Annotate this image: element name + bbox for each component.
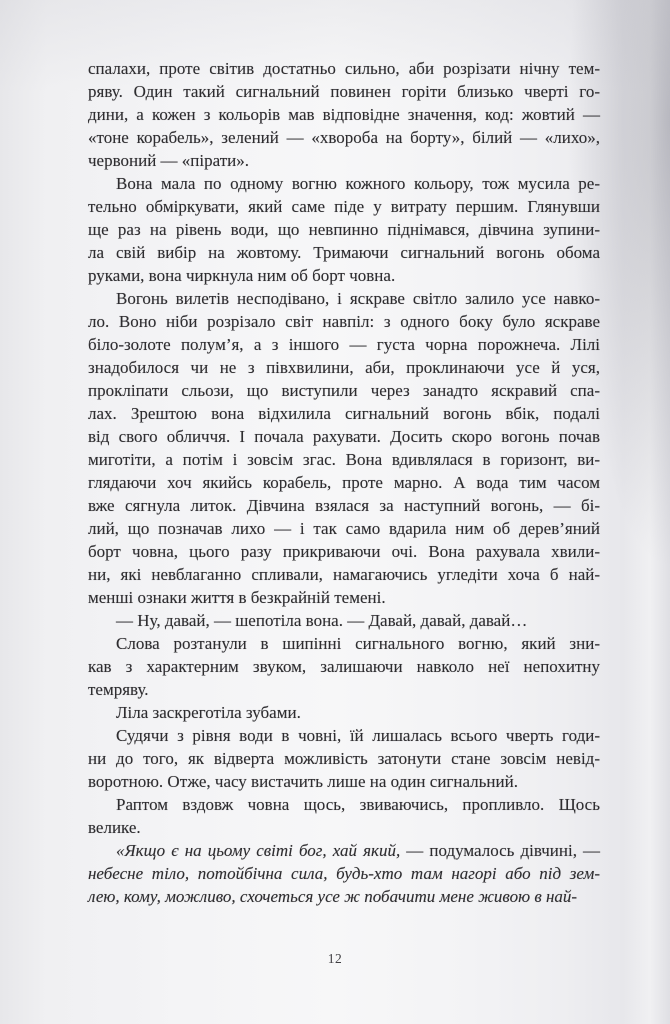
text-line: велике. (88, 818, 141, 837)
text-line: менші ознаки життя в безкрайній темені. (88, 588, 386, 607)
paragraph (88, 839, 600, 908)
paragraph (88, 724, 600, 793)
italic-text-segment: «Якщо є на цьому світі бог, хай який, (116, 841, 401, 860)
text-line: Судячи з рівня води в човні, їй лишалась всього чверть годи- (116, 726, 600, 745)
text-line: Раптом вздовж човна щось, звиваючись, пропливло. Щось (116, 795, 600, 814)
text-line: Слова розтанули в шипінні сигнального вогню, який зни- (116, 634, 600, 653)
page-number: 12 (327, 951, 343, 966)
text-line: тельно обміркувати, який саме піде у витрату першим. Глянувши (88, 197, 600, 216)
text-line (88, 885, 600, 908)
text-line: ло. Воно ніби розрізало світ навпіл: з одного боку було яскраве (88, 312, 600, 331)
text-line: Вогонь вилетів несподівано, і яскраве світло залило усе навко- (116, 289, 600, 308)
text-line: лах. Зрештою вона відхилила сигнальний вогонь вбік, подалі (88, 404, 600, 423)
paragraph (88, 609, 600, 632)
text-line (88, 839, 600, 862)
text-line: вже сягнула литок. Дівчина взялася за наступний вогонь, — бі- (88, 496, 600, 515)
italic-text-segment: лею, кому, можливо, схочеться усе ж побачити мене живою в най- (88, 887, 578, 906)
text-line: ни до того, як відверта можливість затонути стане зовсім невід- (88, 749, 600, 768)
text-line: біло-золоте полум’я, а з іншого — густа чорна порожнеча. Лілі (88, 335, 600, 354)
page-text (88, 57, 600, 908)
text-line: «тоне корабель», зелений — «хвороба на борту», білий — «лихо», (88, 128, 600, 147)
roman-text-segment: — подумалось дівчині, — (400, 841, 601, 860)
text-line: руками, вона чиркнула ним об борт човна. (88, 266, 396, 285)
paragraph (88, 632, 600, 701)
paragraph (88, 793, 600, 839)
paragraph (88, 287, 600, 609)
text-line: темряву. (88, 680, 149, 699)
text-line: прокліпати сльози, що виступили через занадто яскравий спа- (88, 381, 600, 400)
text-line: знадобилося чи не з півхвилини, аби, проклинаючи усе й уся, (88, 358, 600, 377)
text-line: дини, а кожен з кольорів мав відповідне значення, код: жовтий — (88, 105, 600, 124)
text-line: воротною. Отже, часу вистачить лише на один сигнальний. (88, 772, 518, 791)
text-line: ла свій вибір на жовтому. Тримаючи сигнальний вогонь обома (88, 243, 600, 262)
text-line: спалахи, проте світив достатньо сильно, аби розрізати нічну тем- (88, 59, 600, 78)
text-line: — Ну, давай, — шепотіла вона. — Давай, давай, давай… (116, 611, 528, 630)
text-line: лий, що позначав лихо — і так само вдарила ним об дерев’яний (88, 519, 600, 538)
paragraph (88, 172, 600, 287)
text-line: борт човна, цього разу прикриваючи очі. Вона рахувала хвили- (88, 542, 600, 561)
text-line: глядаючи хоч якийсь корабель, проте марно. А вода тим часом (88, 473, 600, 492)
text-line: червоний — «пірати». (88, 151, 250, 170)
text-line: Ліла заскреготіла зубами. (116, 703, 301, 722)
text-line: кав з характерним звуком, залишаючи навколо неї непохитну (88, 657, 600, 676)
text-line: миготіти, а потім і зовсім згас. Вона вдивлялася в горизонт, ви- (88, 450, 600, 469)
text-line: ряву. Один такий сигнальний повинен горіти близько чверті го- (88, 82, 600, 101)
text-line (88, 862, 600, 885)
text-line: Вона мала по одному вогню кожного кольору, тож мусила ре- (116, 174, 600, 193)
text-line: ни, які невблаганно спливали, намагаючись угледіти хоча б най- (88, 565, 600, 584)
paragraph (88, 701, 600, 724)
text-line: від свого обличчя. І почала рахувати. Досить скоро вогонь почав (88, 427, 600, 446)
italic-text-segment: небесне тіло, потойбічна сила, будь-хто там нагорі або під зем- (88, 864, 600, 883)
text-line: ще раз на рівень води, що невпинно піднімався, дівчина зупини- (88, 220, 600, 239)
paragraph (88, 57, 600, 172)
